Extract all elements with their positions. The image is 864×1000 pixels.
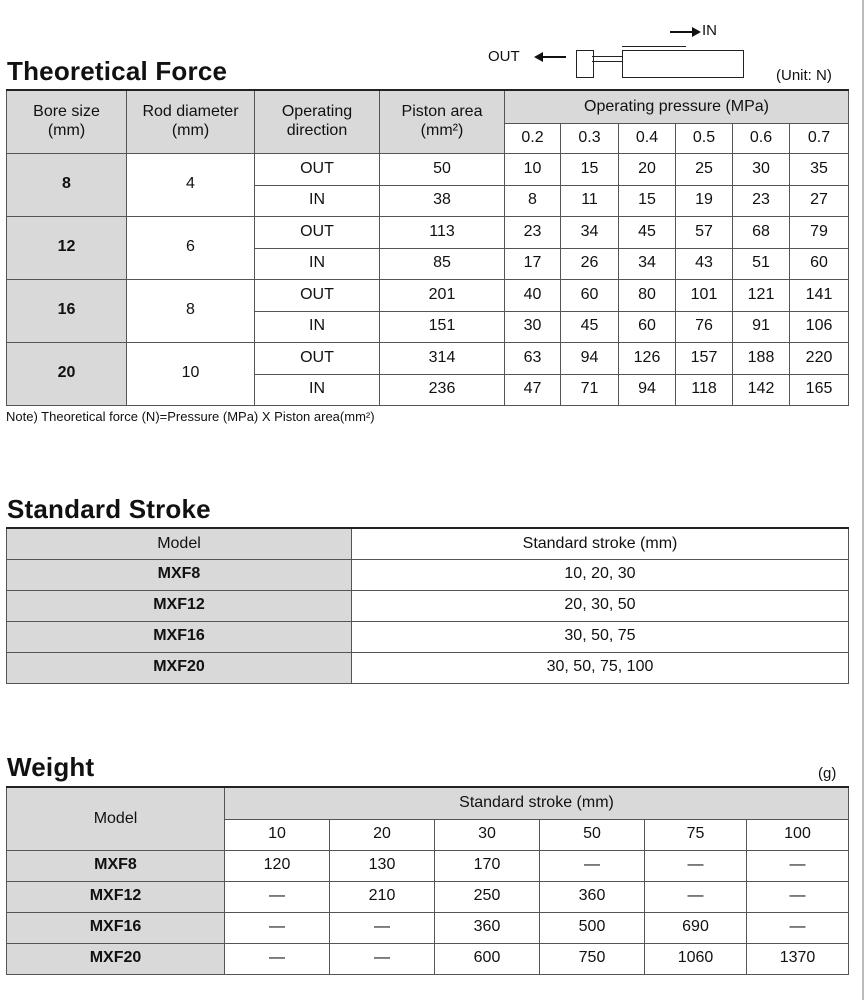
cylinder-diagram (480, 20, 780, 82)
force-cell: 121 (733, 279, 790, 311)
piston-area-cell: 236 (380, 374, 505, 405)
table-row (7, 881, 849, 912)
stroke-cell: 30, 50, 75, 100 (352, 652, 849, 683)
weight-cell: — (225, 912, 330, 943)
header-model: Model (7, 528, 352, 559)
header-operating-direction: Operating direction (255, 90, 380, 153)
weight-cell: 360 (435, 912, 540, 943)
force-cell: 35 (790, 153, 849, 185)
table-row (7, 652, 849, 683)
force-cell: 91 (733, 311, 790, 342)
weight-cell: 750 (540, 943, 645, 974)
weight-cell: — (330, 943, 435, 974)
weight-cell: 500 (540, 912, 645, 943)
piston-area-cell: 314 (380, 342, 505, 374)
table-row (7, 153, 849, 185)
stroke-header: 75 (645, 819, 747, 850)
model-cell: MXF16 (7, 621, 352, 652)
pressure-header: 0.2 (505, 123, 561, 153)
weight-cell: 170 (435, 850, 540, 881)
force-cell: 94 (619, 374, 676, 405)
header-model: Model (7, 787, 225, 850)
header-standard-stroke: Standard stroke (mm) (352, 528, 849, 559)
force-note: Note) Theoretical force (N)=Pressure (MPa) X Piston area(mm²) (6, 409, 375, 424)
rod-line-icon (592, 56, 622, 62)
weight-cell: — (330, 912, 435, 943)
force-unit: (Unit: N) (776, 67, 832, 84)
force-cell: 142 (733, 374, 790, 405)
model-cell: MXF16 (7, 912, 225, 943)
force-cell: 94 (561, 342, 619, 374)
weight-cell: 130 (330, 850, 435, 881)
standard-stroke-title: Standard Stroke (7, 494, 211, 524)
force-cell: 23 (733, 185, 790, 216)
force-cell: 15 (561, 153, 619, 185)
force-cell: 26 (561, 248, 619, 279)
force-cell: 30 (505, 311, 561, 342)
header-operating-pressure: Operating pressure (MPa) (505, 90, 849, 123)
force-cell: 63 (505, 342, 561, 374)
force-cell: 57 (676, 216, 733, 248)
weight-cell: 210 (330, 881, 435, 912)
pressure-header: 0.5 (676, 123, 733, 153)
weight-cell: — (747, 881, 849, 912)
header-bore-size: Bore size (mm) (7, 90, 127, 153)
in-label: IN (702, 22, 717, 39)
force-cell: 60 (619, 311, 676, 342)
header-rod-diameter: Rod diameter (mm) (127, 90, 255, 153)
force-cell: 23 (505, 216, 561, 248)
in-arrow-head-icon (692, 27, 701, 37)
stroke-header: 10 (225, 819, 330, 850)
force-cell: 10 (505, 153, 561, 185)
table-row (7, 912, 849, 943)
force-cell: 76 (676, 311, 733, 342)
stroke-header: 50 (540, 819, 645, 850)
stroke-header: 30 (435, 819, 540, 850)
weight-cell: — (645, 850, 747, 881)
direction-cell: IN (255, 374, 380, 405)
force-cell: 19 (676, 185, 733, 216)
pressure-header: 0.4 (619, 123, 676, 153)
weight-cell: — (540, 850, 645, 881)
force-cell: 79 (790, 216, 849, 248)
force-cell: 60 (561, 279, 619, 311)
table-row (7, 342, 849, 374)
direction-cell: OUT (255, 342, 380, 374)
model-cell: MXF20 (7, 652, 352, 683)
stroke-cell: 20, 30, 50 (352, 590, 849, 621)
table-row (7, 590, 849, 621)
direction-cell: OUT (255, 216, 380, 248)
piston-area-cell: 113 (380, 216, 505, 248)
out-label: OUT (488, 48, 520, 65)
force-cell: 34 (619, 248, 676, 279)
force-cell: 141 (790, 279, 849, 311)
piston-area-cell: 85 (380, 248, 505, 279)
force-cell: 71 (561, 374, 619, 405)
force-cell: 220 (790, 342, 849, 374)
stroke-header: 20 (330, 819, 435, 850)
out-arrow-icon (542, 56, 566, 58)
weight-cell: 1060 (645, 943, 747, 974)
direction-cell: IN (255, 185, 380, 216)
piston-area-cell: 201 (380, 279, 505, 311)
weight-table (6, 786, 849, 975)
force-cell: 17 (505, 248, 561, 279)
weight-cell: 360 (540, 881, 645, 912)
weight-cell: 1370 (747, 943, 849, 974)
force-cell: 126 (619, 342, 676, 374)
standard-stroke-table (6, 527, 849, 684)
stroke-cell: 30, 50, 75 (352, 621, 849, 652)
table-row (7, 559, 849, 590)
bore-size-cell: 16 (7, 279, 127, 342)
direction-cell: IN (255, 248, 380, 279)
force-cell: 101 (676, 279, 733, 311)
theoretical-force-title: Theoretical Force (7, 56, 228, 86)
model-cell: MXF8 (7, 559, 352, 590)
weight-unit: (g) (818, 765, 837, 782)
force-cell: 25 (676, 153, 733, 185)
header-standard-stroke: Standard stroke (mm) (225, 787, 849, 819)
pressure-header: 0.7 (790, 123, 849, 153)
force-cell: 165 (790, 374, 849, 405)
bore-size-cell: 8 (7, 153, 127, 216)
weight-cell: — (747, 850, 849, 881)
table-row (7, 216, 849, 248)
table-row (7, 621, 849, 652)
model-cell: MXF12 (7, 881, 225, 912)
force-cell: 45 (561, 311, 619, 342)
weight-cell: 120 (225, 850, 330, 881)
rod-diameter-cell: 4 (127, 153, 255, 216)
force-cell: 15 (619, 185, 676, 216)
bore-size-cell: 12 (7, 216, 127, 279)
force-cell: 51 (733, 248, 790, 279)
header-piston-area: Piston area (mm²) (380, 90, 505, 153)
bore-size-cell: 20 (7, 342, 127, 405)
force-cell: 34 (561, 216, 619, 248)
weight-cell: 250 (435, 881, 540, 912)
weight-cell: — (747, 912, 849, 943)
piston-area-cell: 38 (380, 185, 505, 216)
weight-title: Weight (7, 752, 95, 782)
stroke-header: 100 (747, 819, 849, 850)
cylinder-top-line-icon (622, 46, 686, 47)
table-row (7, 279, 849, 311)
direction-cell: IN (255, 311, 380, 342)
force-cell: 80 (619, 279, 676, 311)
in-arrow-icon (670, 31, 694, 33)
table-row (7, 850, 849, 881)
force-cell: 45 (619, 216, 676, 248)
model-cell: MXF20 (7, 943, 225, 974)
force-cell: 157 (676, 342, 733, 374)
weight-cell: — (225, 881, 330, 912)
direction-cell: OUT (255, 279, 380, 311)
force-cell: 40 (505, 279, 561, 311)
piston-rod-icon (576, 50, 594, 78)
force-cell: 43 (676, 248, 733, 279)
rod-diameter-cell: 10 (127, 342, 255, 405)
force-cell: 8 (505, 185, 561, 216)
stroke-cell: 10, 20, 30 (352, 559, 849, 590)
force-cell: 106 (790, 311, 849, 342)
pressure-header: 0.3 (561, 123, 619, 153)
force-cell: 11 (561, 185, 619, 216)
force-cell: 60 (790, 248, 849, 279)
pressure-header: 0.6 (733, 123, 790, 153)
direction-cell: OUT (255, 153, 380, 185)
model-cell: MXF12 (7, 590, 352, 621)
force-cell: 20 (619, 153, 676, 185)
force-cell: 30 (733, 153, 790, 185)
model-cell: MXF8 (7, 850, 225, 881)
weight-cell: — (645, 881, 747, 912)
theoretical-force-table (6, 89, 849, 406)
weight-cell: 690 (645, 912, 747, 943)
force-cell: 27 (790, 185, 849, 216)
piston-area-cell: 151 (380, 311, 505, 342)
weight-cell: — (225, 943, 330, 974)
rod-diameter-cell: 6 (127, 216, 255, 279)
force-cell: 188 (733, 342, 790, 374)
force-cell: 47 (505, 374, 561, 405)
weight-cell: 600 (435, 943, 540, 974)
force-cell: 68 (733, 216, 790, 248)
rod-diameter-cell: 8 (127, 279, 255, 342)
table-row (7, 943, 849, 974)
piston-area-cell: 50 (380, 153, 505, 185)
force-cell: 118 (676, 374, 733, 405)
cylinder-body-icon (622, 50, 744, 78)
